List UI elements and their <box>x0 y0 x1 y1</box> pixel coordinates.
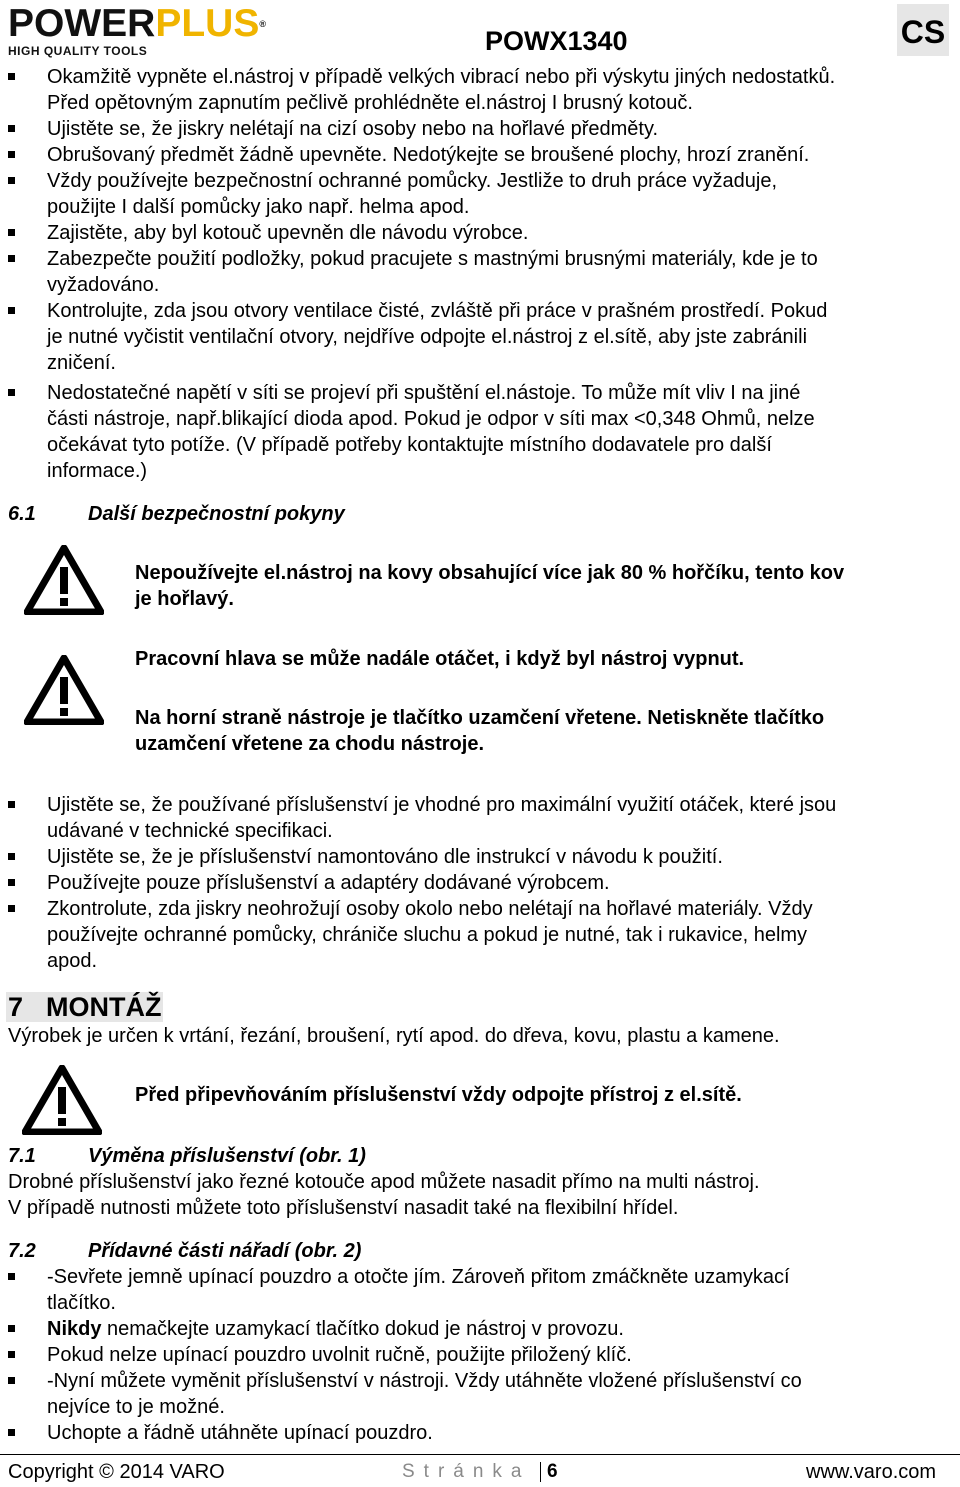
list-text: Zabezpečte použití podložky, pokud pracujete s mastnými brusnými materiály, kde je to <box>47 248 818 270</box>
list-text: Ujistěte se, že používané příslušenství je vhodné pro maximální využití otáček, které jsou <box>47 794 837 816</box>
list-text: vyžadováno. <box>47 274 160 296</box>
list-text: zničení. <box>47 352 116 374</box>
bullet-icon <box>8 1351 15 1358</box>
bullet-icon <box>8 255 15 262</box>
chapter-title: MONTÁŽ <box>46 992 162 1022</box>
copyright-text: Copyright © 2014 VARO <box>8 1461 225 1483</box>
warning-triangle-icon <box>24 545 104 615</box>
warning-triangle-icon <box>22 1065 102 1135</box>
bullet-icon <box>8 905 15 912</box>
list-text: tlačítko. <box>47 1292 116 1314</box>
logo-word-power: POWER <box>8 2 156 45</box>
chapter-number: 7 <box>8 992 24 1022</box>
list-text: Vždy používejte bezpečnostní ochranné pomůcky. Jestliže to druh práce vyžaduje, <box>47 170 778 192</box>
page-label: Stránka <box>402 1461 531 1482</box>
bullet-icon <box>8 73 15 80</box>
page-number: 6 <box>547 1461 558 1482</box>
warning-text: Pracovní hlava se může nadále otáčet, i když byl nástroj vypnut. <box>135 648 745 670</box>
bullet-icon <box>8 229 15 236</box>
bullet-icon <box>8 1325 15 1332</box>
bullet-icon <box>8 853 15 860</box>
logo-tagline: HIGH QUALITY TOOLS <box>8 44 148 58</box>
list-text: Ujistěte se, že jiskry nelétají na cizí osoby nebo na hořlavé předměty. <box>47 118 659 140</box>
bullet-icon <box>8 1429 15 1436</box>
brand-logo <box>8 2 298 58</box>
list-text: Uchopte a řádně utáhněte upínací pouzdro. <box>47 1422 433 1444</box>
warning-triangle-icon <box>24 655 104 725</box>
bullet-icon <box>8 125 15 132</box>
section-title: Výměna příslušenství (obr. 1) <box>88 1145 366 1167</box>
list-text: Zajistěte, aby byl kotouč upevněn dle návodu výrobce. <box>47 222 529 244</box>
bullet-icon <box>8 177 15 184</box>
bullet-icon <box>8 1273 15 1280</box>
model-number: POWX1340 <box>485 26 628 56</box>
warning-text: Na horní straně nástroje je tlačítko uzamčení vřetene. Netiskněte tlačítko <box>135 707 825 729</box>
warning-text: Nepoužívejte el.nástroj na kovy obsahující více jak 80 % hořčíku, tento kov <box>135 562 845 584</box>
bullet-icon <box>8 1377 15 1384</box>
list-text: apod. <box>47 950 98 972</box>
list-text: informace.) <box>47 460 148 482</box>
section-title: Další bezpečnostní pokyny <box>88 503 345 525</box>
section-number: 6.1 <box>8 503 36 525</box>
chapter-intro: Výrobek je určen k vrtání, řezání, broušení, rytí apod. do dřeva, kovu, plastu a kamene. <box>8 1025 780 1047</box>
section-number: 7.1 <box>8 1145 36 1167</box>
emphasis-text: Nikdy <box>47 1318 102 1340</box>
list-text: Před opětovným zapnutím pečlivě prohlédněte el.nástroj I brusný kotouč. <box>47 92 693 114</box>
list-text: Obrušovaný předmět žádně upevněte. Nedotýkejte se broušené plochy, hrozí zranění. <box>47 144 810 166</box>
bullet-icon <box>8 879 15 886</box>
list-text: nejvíce to je možné. <box>47 1396 225 1418</box>
list-text: Zkontrolute, zda jiskry neohrožují osoby okolo nebo nelétají na hořlavé materiály. Vždy <box>47 898 813 920</box>
list-text: udávané v technické specifikaci. <box>47 820 333 842</box>
bullet-icon <box>8 307 15 314</box>
bullet-icon <box>8 151 15 158</box>
list-text: Používejte pouze příslušenství a adaptéry dodávané výrobcem. <box>47 872 610 894</box>
list-text: Ujistěte se, že je příslušenství namontováno dle instrukcí v návodu k použití. <box>47 846 723 868</box>
list-text: části nástroje, např.blikající dioda apod. Pokud je odpor v síti max <0,348 Ohmů, nelze <box>47 408 815 430</box>
footer-divider <box>0 1454 960 1455</box>
chapter-heading <box>6 992 163 1022</box>
bullet-icon <box>8 389 15 396</box>
warning-text: je hořlavý. <box>135 588 234 610</box>
language-badge: CS <box>897 4 949 56</box>
list-text: Pokud nelze upínací pouzdro uvolnit ručně, použijte přiložený klíč. <box>47 1344 632 1366</box>
list-text: použijte I další pomůcky jako např. helma apod. <box>47 196 470 218</box>
logo-word-plus: PLUS <box>155 2 260 45</box>
list-text: Nedostatečné napětí v síti se projeví při spuštění el.nástoje. To může mít vliv I na jiné <box>47 382 801 404</box>
bullet-icon <box>8 801 15 808</box>
paragraph-line: Drobné příslušenství jako řezné kotouče apod můžete nasadit přímo na multi nástroj. <box>8 1171 760 1193</box>
list-text: -Sevřete jemně upínací pouzdro a otočte jím. Zároveň přitom zmáčkněte uzamykací <box>47 1266 790 1288</box>
list-text: -Nyní můžete vyměnit příslušenství v nástroji. Vždy utáhněte vložené příslušenství co <box>47 1370 802 1392</box>
warning-text: uzamčení vřetene za chodu nástroje. <box>135 733 484 755</box>
list-text <box>47 1316 624 1342</box>
list-text-rest: nemačkejte uzamykací tlačítko dokud je nástroj v provozu. <box>101 1318 624 1340</box>
section-title: Přídavné části nářadí (obr. 2) <box>88 1240 362 1262</box>
warning-text: Před připevňováním příslušenství vždy odpojte přístroj z el.sítě. <box>135 1084 742 1106</box>
website-link[interactable]: www.varo.com <box>806 1461 937 1483</box>
list-text: používejte ochranné pomůcky, chrániče sluchu a pokud je nutné, tak i rukavice, helmy <box>47 924 808 946</box>
list-text: je nutné vyčistit ventilační otvory, nejdříve odpojte el.nástroj z el.sítě, aby jste zabránili <box>47 326 808 348</box>
logo-registered-mark: ® <box>259 19 266 29</box>
list-text: očekávat tyto potíže. (V případě potřeby kontaktujte místního dodavatele pro další <box>47 434 772 456</box>
list-text: Okamžitě vypněte el.nástroj v případě velkých vibrací nebo při výskytu jiných nedostatků. <box>47 66 836 88</box>
list-text: Kontrolujte, zda jsou otvory ventilace čisté, zvláště při práce v prašném prostředí. Pokud <box>47 300 828 322</box>
paragraph-line: V případě nutnosti můžete toto příslušenství nasadit také na flexibilní hřídel. <box>8 1197 679 1219</box>
section-number: 7.2 <box>8 1240 36 1262</box>
page-separator <box>540 1462 541 1482</box>
